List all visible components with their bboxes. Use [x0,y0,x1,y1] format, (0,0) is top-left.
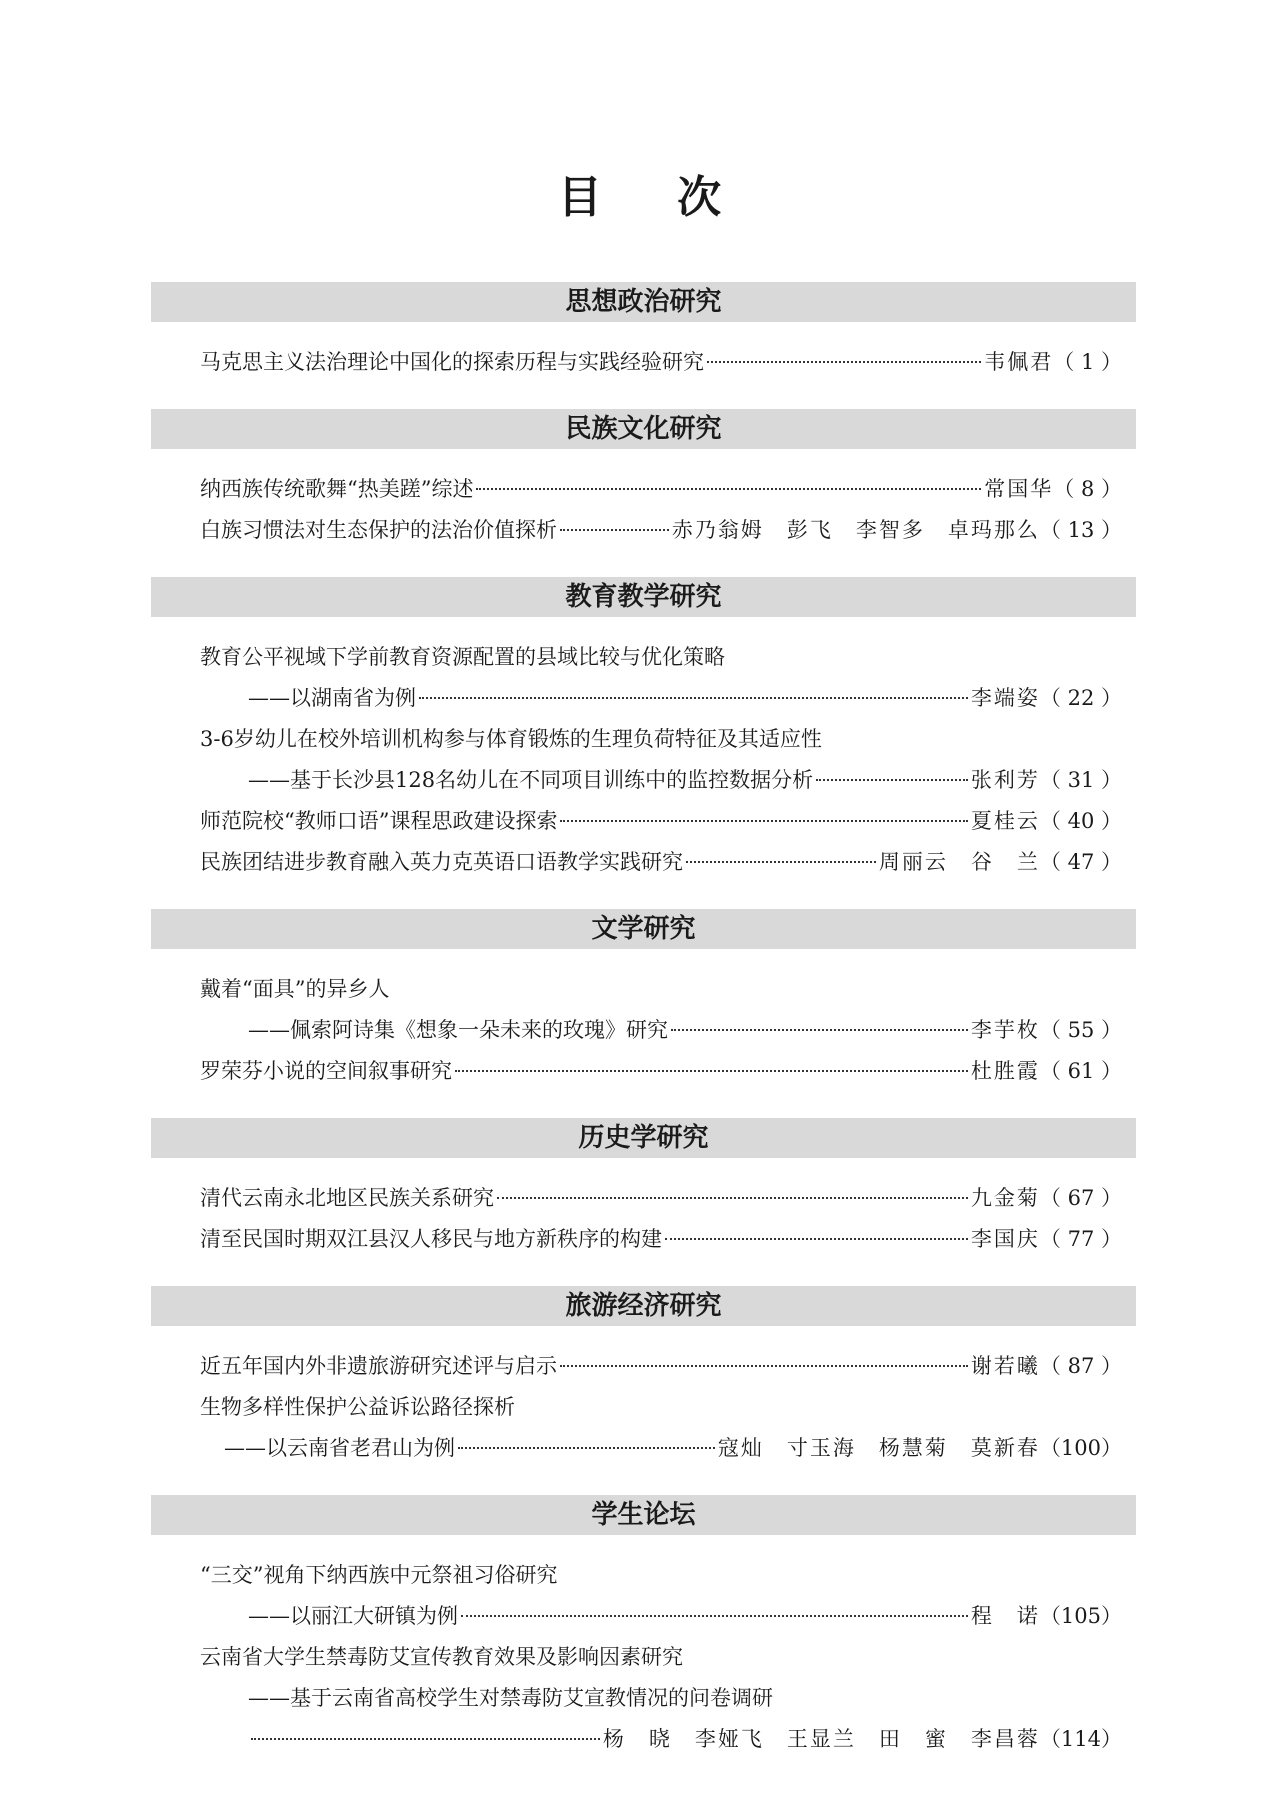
section-entries [151,949,1136,1099]
section-heading: 历史学研究 [151,1118,1136,1158]
entry-title: 清代云南永北地区民族关系研究 [200,1186,494,1210]
toc-entry[interactable] [151,1178,1136,1219]
toc-line [151,969,1136,1010]
entry-page: （ 8 ） [1053,477,1122,501]
toc-line [151,1346,1136,1387]
entry-page: （ 13 ） [1039,518,1122,542]
toc-entry[interactable] [151,1051,1136,1092]
toc-entry[interactable] [151,469,1136,510]
toc-line [151,1719,1136,1760]
dot-leader [458,1447,715,1449]
dot-leader [816,779,968,781]
toc-entry[interactable] [151,1637,1136,1760]
toc-line [151,1219,1136,1260]
toc-line [151,1051,1136,1092]
toc-line [151,719,1136,760]
entry-page: （ 67 ） [1039,1186,1122,1210]
entry-authors: 夏桂云 [970,809,1040,833]
toc-line [151,342,1136,383]
entry-authors: 赤乃翁姆 彭飞 李智多 卓玛那么 [671,518,1040,542]
entry-title: 师范院校“教师口语”课程思政建设探索 [200,809,558,833]
toc-line [151,1387,1136,1428]
entry-page: （ 61 ） [1039,1059,1122,1083]
toc-line [151,1428,1136,1469]
entry-subtitle: ——佩索阿诗集《想象一朵未来的玫瑰》研究 [248,1018,668,1042]
entry-title: 清至民国时期双江县汉人移民与地方新秩序的构建 [200,1227,662,1251]
entry-authors: 张利芳 [970,768,1040,792]
entry-page: （105） [1039,1604,1122,1628]
entry-page: （ 47 ） [1039,850,1122,874]
dot-leader [251,1738,600,1740]
dot-leader [560,820,967,822]
toc-entry[interactable] [151,637,1136,719]
entry-page: （ 77 ） [1039,1227,1122,1251]
entry-authors: 李芋枚 [970,1018,1040,1042]
dot-leader [476,488,981,490]
entry-page: （ 1 ） [1053,350,1122,374]
section-heading: 文学研究 [151,909,1136,949]
entry-authors: 杨 晓 李娅飞 王显兰 田 蜜 李昌蓉 [602,1727,1040,1751]
toc-line [151,469,1136,510]
section-heading: 学生论坛 [151,1495,1136,1535]
toc-line [151,1637,1136,1678]
entry-title: 纳西族传统歌舞“热美蹉”综述 [200,477,474,501]
toc-entry[interactable] [151,1346,1136,1387]
entry-subtitle: ——以丽江大研镇为例 [248,1604,458,1628]
section-heading: 教育教学研究 [151,577,1136,617]
entry-authors: 程 诺 [970,1604,1040,1628]
toc-entry[interactable] [151,801,1136,842]
toc-line [151,1555,1136,1596]
section-heading: 民族文化研究 [151,409,1136,449]
entry-page: （ 22 ） [1039,686,1122,710]
entry-title: 近五年国内外非遗旅游研究述评与启示 [200,1354,557,1378]
section-entries [151,449,1136,558]
entry-title: 生物多样性保护公益诉讼路径探析 [200,1395,515,1419]
entry-authors: 寇灿 寸玉海 杨慧菊 莫新春 [717,1436,1040,1460]
entry-authors: 杜胜霞 [970,1059,1040,1083]
toc-entry[interactable] [151,1387,1136,1469]
toc-line [151,1678,1136,1719]
entry-authors: 李国庆 [970,1227,1040,1251]
toc-entry[interactable] [151,510,1136,551]
entry-title: 教育公平视域下学前教育资源配置的县域比较与优化策略 [200,645,725,669]
toc-entry[interactable] [151,342,1136,383]
toc-line [151,678,1136,719]
toc-line [151,1596,1136,1637]
toc-entry[interactable] [151,719,1136,801]
entry-title: 罗荣芬小说的空间叙事研究 [200,1059,452,1083]
entry-page: （ 55 ） [1039,1018,1122,1042]
entry-authors: 李端姿 [970,686,1040,710]
entry-page: （100） [1039,1436,1122,1460]
toc-line [151,510,1136,551]
toc-entry[interactable] [151,1219,1136,1260]
toc-line [151,637,1136,678]
entry-authors: 谢若曦 [970,1354,1040,1378]
entry-title: “三交”视角下纳西族中元祭祖习俗研究 [200,1563,558,1587]
toc-entry[interactable] [151,1555,1136,1637]
entry-subtitle: ——基于云南省高校学生对禁毒防艾宣教情况的问卷调研 [248,1686,773,1710]
entry-authors: 九金菊 [970,1186,1040,1210]
dot-leader [497,1197,968,1199]
dot-leader [455,1070,968,1072]
entry-subtitle: ——以湖南省为例 [248,686,416,710]
section-entries [151,1326,1136,1476]
dot-leader [560,529,669,531]
dot-leader [671,1029,968,1031]
entry-subtitle: ——基于长沙县128名幼儿在不同项目训练中的监控数据分析 [248,768,814,792]
toc-entry[interactable] [151,969,1136,1051]
entry-authors: 周丽云 谷 兰 [878,850,1040,874]
entry-title: 马克思主义法治理论中国化的探索历程与实践经验研究 [200,350,704,374]
section-heading: 旅游经济研究 [151,1286,1136,1326]
toc-line [151,760,1136,801]
toc-line [151,1010,1136,1051]
entry-title: 3-6岁幼儿在校外培训机构参与体育锻炼的生理负荷特征及其适应性 [200,727,822,751]
section-entries [151,322,1136,390]
section-entries [151,617,1136,890]
entry-page: （ 31 ） [1039,768,1122,792]
entry-title: 民族团结进步教育融入英力克英语口语教学实践研究 [200,850,683,874]
toc-line [151,1178,1136,1219]
dot-leader [665,1238,968,1240]
section-heading: 思想政治研究 [151,282,1136,322]
entry-subtitle: ——以云南省老君山为例 [224,1436,455,1460]
table-of-contents [151,282,1136,1767]
section-entries [151,1158,1136,1267]
entry-title: 云南省大学生禁毒防艾宣传教育效果及影响因素研究 [200,1645,683,1669]
toc-line [151,801,1136,842]
section-entries [151,1535,1136,1767]
dot-leader [419,697,968,699]
dot-leader [707,361,981,363]
dot-leader [560,1365,968,1367]
toc-entry[interactable] [151,842,1136,883]
dot-leader [686,861,876,863]
entry-page: （ 87 ） [1039,1354,1122,1378]
entry-page: （ 40 ） [1039,809,1122,833]
entry-title: 戴着“面具”的异乡人 [200,977,390,1001]
entry-authors: 韦佩君 [984,350,1054,374]
dot-leader [461,1615,968,1617]
entry-page: （114） [1039,1727,1122,1751]
entry-title: 白族习惯法对生态保护的法治价值探析 [200,518,557,542]
page-title: 目 次 [557,172,752,223]
toc-line [151,842,1136,883]
entry-authors: 常国华 [984,477,1054,501]
